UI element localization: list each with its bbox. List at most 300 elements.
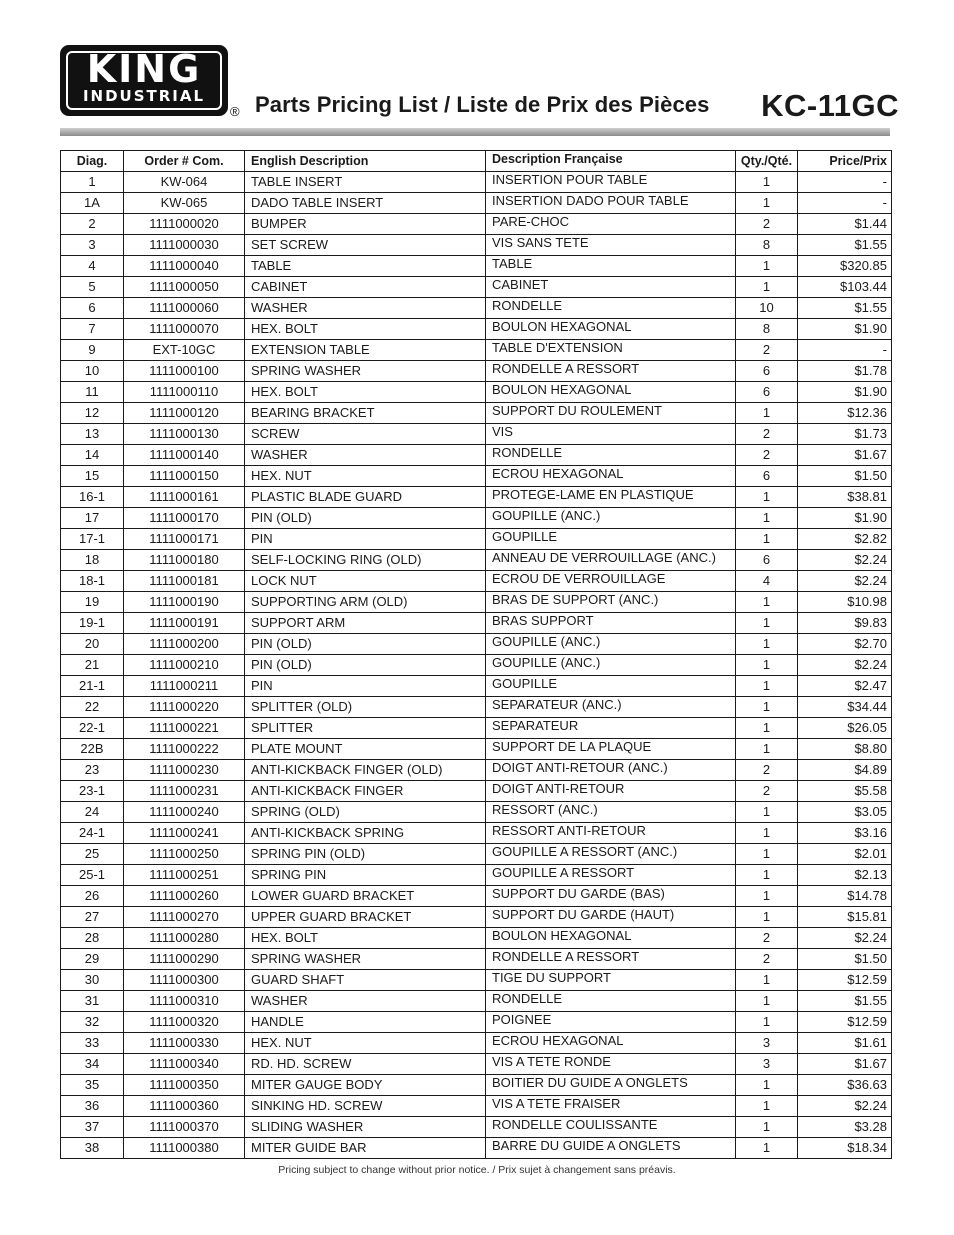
page-title: Parts Pricing List / Liste de Prix des Pièces [255, 92, 710, 117]
cell-french-description: DOIGT ANTI-RETOUR (ANC.) [486, 760, 736, 781]
cell-diag: 24 [61, 802, 124, 823]
cell-order-number: 1111000251 [124, 865, 245, 886]
table-row [61, 487, 892, 508]
cell-diag: 2 [61, 214, 124, 235]
logo-subtitle: INDUSTRIAL [82, 87, 206, 105]
cell-order-number: 1111000241 [124, 823, 245, 844]
cell-order-number: 1111000231 [124, 781, 245, 802]
table-row [61, 361, 892, 382]
table-row [61, 445, 892, 466]
cell-qty: 1 [736, 487, 798, 508]
cell-english-description: RD. HD. SCREW [245, 1054, 486, 1075]
cell-english-description: WASHER [245, 991, 486, 1012]
cell-qty: 1 [736, 277, 798, 298]
cell-qty: 1 [736, 529, 798, 550]
cell-qty: 6 [736, 466, 798, 487]
cell-qty: 4 [736, 571, 798, 592]
cell-english-description: SUPPORT ARM [245, 613, 486, 634]
column-header-price: Price/Prix [798, 151, 892, 172]
cell-price: $12.59 [798, 1012, 892, 1033]
cell-french-description: SEPARATEUR (ANC.) [486, 697, 736, 718]
table-row [61, 613, 892, 634]
cell-diag: 10 [61, 361, 124, 382]
cell-price: $1.90 [798, 382, 892, 403]
cell-order-number: 1111000200 [124, 634, 245, 655]
cell-diag: 20 [61, 634, 124, 655]
cell-french-description: BARRE DU GUIDE A ONGLETS [486, 1138, 736, 1159]
table-row [61, 298, 892, 319]
cell-price: $8.80 [798, 739, 892, 760]
cell-order-number: 1111000120 [124, 403, 245, 424]
cell-price: $103.44 [798, 277, 892, 298]
cell-order-number: 1111000130 [124, 424, 245, 445]
table-row [61, 214, 892, 235]
cell-price: $2.24 [798, 550, 892, 571]
cell-english-description: PLATE MOUNT [245, 739, 486, 760]
table-row [61, 697, 892, 718]
cell-diag: 1 [61, 172, 124, 193]
cell-french-description: GOUPILLE A RESSORT [486, 865, 736, 886]
table-row [61, 844, 892, 865]
cell-diag: 3 [61, 235, 124, 256]
cell-price: $36.63 [798, 1075, 892, 1096]
cell-english-description: HEX. NUT [245, 466, 486, 487]
cell-price: - [798, 172, 892, 193]
table-row [61, 508, 892, 529]
cell-qty: 3 [736, 1054, 798, 1075]
table-row [61, 1033, 892, 1054]
cell-order-number: 1111000030 [124, 235, 245, 256]
table-header-row [61, 151, 892, 172]
cell-order-number: 1111000110 [124, 382, 245, 403]
cell-price: $1.90 [798, 508, 892, 529]
cell-order-number: 1111000211 [124, 676, 245, 697]
table-row [61, 1054, 892, 1075]
cell-price: $2.24 [798, 571, 892, 592]
cell-qty: 1 [736, 865, 798, 886]
cell-price: $34.44 [798, 697, 892, 718]
logo-wordmark: KING [86, 47, 202, 91]
cell-english-description: SCREW [245, 424, 486, 445]
cell-order-number: 1111000020 [124, 214, 245, 235]
cell-english-description: SPRING PIN [245, 865, 486, 886]
cell-english-description: DADO TABLE INSERT [245, 193, 486, 214]
cell-price: $10.98 [798, 592, 892, 613]
cell-order-number: 1111000350 [124, 1075, 245, 1096]
cell-price: $2.01 [798, 844, 892, 865]
cell-price: $1.78 [798, 361, 892, 382]
cell-qty: 1 [736, 1012, 798, 1033]
cell-diag: 7 [61, 319, 124, 340]
cell-order-number: 1111000222 [124, 739, 245, 760]
cell-diag: 33 [61, 1033, 124, 1054]
cell-qty: 1 [736, 802, 798, 823]
cell-order-number: 1111000360 [124, 1096, 245, 1117]
cell-french-description: SEPARATEUR [486, 718, 736, 739]
cell-order-number: 1111000171 [124, 529, 245, 550]
parts-table-body [61, 172, 892, 1159]
cell-qty: 1 [736, 991, 798, 1012]
cell-english-description: BUMPER [245, 214, 486, 235]
cell-qty: 1 [736, 613, 798, 634]
cell-order-number: 1111000210 [124, 655, 245, 676]
cell-qty: 10 [736, 298, 798, 319]
cell-diag: 22B [61, 739, 124, 760]
table-row [61, 256, 892, 277]
cell-english-description: SPRING (OLD) [245, 802, 486, 823]
cell-order-number: 1111000060 [124, 298, 245, 319]
cell-diag: 23 [61, 760, 124, 781]
cell-price: $9.83 [798, 613, 892, 634]
table-row [61, 655, 892, 676]
cell-order-number: 1111000270 [124, 907, 245, 928]
table-row [61, 319, 892, 340]
table-row [61, 1117, 892, 1138]
cell-french-description: RONDELLE [486, 298, 736, 319]
cell-qty: 1 [736, 739, 798, 760]
cell-order-number: 1111000330 [124, 1033, 245, 1054]
cell-order-number: 1111000260 [124, 886, 245, 907]
cell-french-description: SUPPORT DU ROULEMENT [486, 403, 736, 424]
cell-diag: 1A [61, 193, 124, 214]
cell-french-description: CABINET [486, 277, 736, 298]
cell-order-number: 1111000180 [124, 550, 245, 571]
table-row [61, 781, 892, 802]
cell-english-description: SPLITTER [245, 718, 486, 739]
cell-order-number: 1111000040 [124, 256, 245, 277]
table-row [61, 235, 892, 256]
table-row [61, 1096, 892, 1117]
cell-diag: 24-1 [61, 823, 124, 844]
table-row [61, 970, 892, 991]
cell-price: $1.55 [798, 298, 892, 319]
cell-qty: 1 [736, 634, 798, 655]
cell-diag: 37 [61, 1117, 124, 1138]
cell-french-description: ECROU HEXAGONAL [486, 1033, 736, 1054]
cell-qty: 1 [736, 1075, 798, 1096]
cell-english-description: SPRING WASHER [245, 949, 486, 970]
cell-price: $1.55 [798, 235, 892, 256]
cell-price: $2.70 [798, 634, 892, 655]
cell-order-number: 1111000290 [124, 949, 245, 970]
cell-english-description: LOWER GUARD BRACKET [245, 886, 486, 907]
cell-qty: 2 [736, 340, 798, 361]
cell-price: $1.50 [798, 949, 892, 970]
cell-qty: 1 [736, 886, 798, 907]
cell-diag: 27 [61, 907, 124, 928]
cell-english-description: SUPPORTING ARM (OLD) [245, 592, 486, 613]
cell-diag: 35 [61, 1075, 124, 1096]
table-row [61, 277, 892, 298]
cell-order-number: 1111000100 [124, 361, 245, 382]
cell-qty: 2 [736, 928, 798, 949]
parts-table [60, 150, 892, 1159]
cell-diag: 21 [61, 655, 124, 676]
cell-diag: 12 [61, 403, 124, 424]
cell-diag: 30 [61, 970, 124, 991]
cell-english-description: SET SCREW [245, 235, 486, 256]
cell-price: $2.24 [798, 928, 892, 949]
cell-order-number: KW-065 [124, 193, 245, 214]
table-row [61, 1075, 892, 1096]
cell-order-number: 1111000221 [124, 718, 245, 739]
cell-english-description: WASHER [245, 298, 486, 319]
table-row [61, 193, 892, 214]
table-row [61, 340, 892, 361]
cell-english-description: HEX. BOLT [245, 928, 486, 949]
table-row [61, 760, 892, 781]
cell-price: $1.90 [798, 319, 892, 340]
cell-english-description: HEX. BOLT [245, 382, 486, 403]
cell-english-description: SPRING WASHER [245, 361, 486, 382]
table-row [61, 802, 892, 823]
cell-qty: 6 [736, 382, 798, 403]
cell-english-description: UPPER GUARD BRACKET [245, 907, 486, 928]
cell-price: $1.55 [798, 991, 892, 1012]
cell-english-description: TABLE INSERT [245, 172, 486, 193]
cell-qty: 1 [736, 1096, 798, 1117]
table-row [61, 1012, 892, 1033]
cell-qty: 8 [736, 235, 798, 256]
table-row [61, 424, 892, 445]
cell-french-description: RONDELLE [486, 445, 736, 466]
cell-english-description: HEX. NUT [245, 1033, 486, 1054]
cell-english-description: HEX. BOLT [245, 319, 486, 340]
cell-price: $1.50 [798, 466, 892, 487]
cell-diag: 25-1 [61, 865, 124, 886]
pricing-disclaimer: Pricing subject to change without prior notice. / Prix sujet à changement sans préavis. [278, 1164, 676, 1176]
column-header-order: Order # Com. [124, 151, 245, 172]
cell-english-description: ANTI-KICKBACK SPRING [245, 823, 486, 844]
cell-qty: 1 [736, 592, 798, 613]
cell-french-description: SUPPORT DE LA PLAQUE [486, 739, 736, 760]
table-row [61, 928, 892, 949]
cell-english-description: WASHER [245, 445, 486, 466]
cell-order-number: 1111000370 [124, 1117, 245, 1138]
cell-french-description: INSERTION DADO POUR TABLE [486, 193, 736, 214]
cell-order-number: 1111000150 [124, 466, 245, 487]
cell-qty: 1 [736, 823, 798, 844]
cell-french-description: VIS A TETE RONDE [486, 1054, 736, 1075]
cell-english-description: LOCK NUT [245, 571, 486, 592]
cell-french-description: BOITIER DU GUIDE A ONGLETS [486, 1075, 736, 1096]
cell-diag: 19 [61, 592, 124, 613]
cell-diag: 22-1 [61, 718, 124, 739]
cell-french-description: TABLE [486, 256, 736, 277]
cell-diag: 6 [61, 298, 124, 319]
cell-price: $18.34 [798, 1138, 892, 1159]
cell-order-number: 1111000340 [124, 1054, 245, 1075]
cell-french-description: BRAS DE SUPPORT (ANC.) [486, 592, 736, 613]
cell-french-description: RESSORT ANTI-RETOUR [486, 823, 736, 844]
cell-french-description: RONDELLE COULISSANTE [486, 1117, 736, 1138]
cell-english-description: SELF-LOCKING RING (OLD) [245, 550, 486, 571]
cell-qty: 1 [736, 907, 798, 928]
cell-qty: 1 [736, 172, 798, 193]
table-row [61, 907, 892, 928]
cell-french-description: SUPPORT DU GARDE (HAUT) [486, 907, 736, 928]
table-row [61, 1138, 892, 1159]
cell-french-description: POIGNEE [486, 1012, 736, 1033]
table-row [61, 865, 892, 886]
table-row [61, 571, 892, 592]
cell-diag: 23-1 [61, 781, 124, 802]
cell-french-description: BRAS SUPPORT [486, 613, 736, 634]
cell-french-description: BOULON HEXAGONAL [486, 319, 736, 340]
cell-diag: 31 [61, 991, 124, 1012]
cell-qty: 1 [736, 676, 798, 697]
cell-english-description: PIN [245, 676, 486, 697]
cell-order-number: 1111000191 [124, 613, 245, 634]
cell-diag: 18 [61, 550, 124, 571]
table-row [61, 676, 892, 697]
cell-english-description: MITER GAUGE BODY [245, 1075, 486, 1096]
cell-qty: 6 [736, 550, 798, 571]
cell-diag: 22 [61, 697, 124, 718]
cell-diag: 16-1 [61, 487, 124, 508]
cell-qty: 2 [736, 949, 798, 970]
cell-english-description: PIN [245, 529, 486, 550]
table-row [61, 529, 892, 550]
cell-qty: 2 [736, 760, 798, 781]
cell-french-description: GOUPILLE [486, 676, 736, 697]
table-row [61, 172, 892, 193]
cell-diag: 29 [61, 949, 124, 970]
cell-qty: 1 [736, 1117, 798, 1138]
cell-english-description: PIN (OLD) [245, 655, 486, 676]
column-header-english: English Description [245, 151, 486, 172]
cell-french-description: RONDELLE A RESSORT [486, 949, 736, 970]
cell-french-description: VIS A TETE FRAISER [486, 1096, 736, 1117]
cell-diag: 18-1 [61, 571, 124, 592]
cell-qty: 2 [736, 781, 798, 802]
cell-qty: 1 [736, 970, 798, 991]
cell-price: $1.44 [798, 214, 892, 235]
cell-price: $2.13 [798, 865, 892, 886]
cell-price: $320.85 [798, 256, 892, 277]
column-header-french: Description Française [486, 151, 736, 172]
cell-french-description: ANNEAU DE VERROUILLAGE (ANC.) [486, 550, 736, 571]
cell-diag: 17-1 [61, 529, 124, 550]
table-row [61, 949, 892, 970]
cell-french-description: INSERTION POUR TABLE [486, 172, 736, 193]
cell-french-description: BOULON HEXAGONAL [486, 382, 736, 403]
cell-price: $15.81 [798, 907, 892, 928]
cell-order-number: 1111000170 [124, 508, 245, 529]
cell-english-description: BEARING BRACKET [245, 403, 486, 424]
table-row [61, 592, 892, 613]
cell-order-number: 1111000320 [124, 1012, 245, 1033]
column-header-diag: Diag. [61, 151, 124, 172]
cell-english-description: PIN (OLD) [245, 634, 486, 655]
cell-diag: 5 [61, 277, 124, 298]
cell-english-description: SPRING PIN (OLD) [245, 844, 486, 865]
cell-price: $26.05 [798, 718, 892, 739]
cell-french-description: TABLE D'EXTENSION [486, 340, 736, 361]
table-row [61, 382, 892, 403]
cell-qty: 1 [736, 256, 798, 277]
cell-order-number: 1111000190 [124, 592, 245, 613]
column-header-qty: Qty./Qté. [736, 151, 798, 172]
cell-order-number: EXT-10GC [124, 340, 245, 361]
cell-french-description: VIS SANS TETE [486, 235, 736, 256]
cell-price: $1.73 [798, 424, 892, 445]
cell-price: $2.24 [798, 655, 892, 676]
cell-price: $5.58 [798, 781, 892, 802]
cell-english-description: ANTI-KICKBACK FINGER (OLD) [245, 760, 486, 781]
cell-order-number: 1111000300 [124, 970, 245, 991]
cell-diag: 36 [61, 1096, 124, 1117]
model-number: KC-11GC [761, 88, 899, 123]
cell-qty: 8 [736, 319, 798, 340]
table-row [61, 550, 892, 571]
cell-english-description: SINKING HD. SCREW [245, 1096, 486, 1117]
cell-diag: 25 [61, 844, 124, 865]
cell-english-description: TABLE [245, 256, 486, 277]
cell-french-description: GOUPILLE A RESSORT (ANC.) [486, 844, 736, 865]
cell-order-number: 1111000220 [124, 697, 245, 718]
cell-diag: 38 [61, 1138, 124, 1159]
cell-price: $12.59 [798, 970, 892, 991]
cell-english-description: SLIDING WASHER [245, 1117, 486, 1138]
cell-qty: 1 [736, 1138, 798, 1159]
cell-french-description: GOUPILLE [486, 529, 736, 550]
table-row [61, 886, 892, 907]
cell-qty: 3 [736, 1033, 798, 1054]
king-industrial-logo [60, 45, 228, 116]
cell-price: $3.16 [798, 823, 892, 844]
cell-english-description: PLASTIC BLADE GUARD [245, 487, 486, 508]
cell-diag: 13 [61, 424, 124, 445]
cell-order-number: 1111000240 [124, 802, 245, 823]
cell-qty: 1 [736, 655, 798, 676]
table-row [61, 823, 892, 844]
cell-price: $1.67 [798, 1054, 892, 1075]
cell-qty: 2 [736, 214, 798, 235]
cell-price: $4.89 [798, 760, 892, 781]
cell-diag: 4 [61, 256, 124, 277]
cell-diag: 19-1 [61, 613, 124, 634]
cell-qty: 2 [736, 445, 798, 466]
cell-order-number: KW-064 [124, 172, 245, 193]
cell-price: $3.28 [798, 1117, 892, 1138]
cell-french-description: RONDELLE A RESSORT [486, 361, 736, 382]
cell-french-description: BOULON HEXAGONAL [486, 928, 736, 949]
cell-diag: 17 [61, 508, 124, 529]
header-divider [60, 128, 890, 136]
cell-diag: 11 [61, 382, 124, 403]
cell-diag: 34 [61, 1054, 124, 1075]
cell-english-description: HANDLE [245, 1012, 486, 1033]
cell-qty: 1 [736, 403, 798, 424]
cell-price: $38.81 [798, 487, 892, 508]
table-row [61, 991, 892, 1012]
table-row [61, 718, 892, 739]
cell-order-number: 1111000181 [124, 571, 245, 592]
cell-french-description: GOUPILLE (ANC.) [486, 634, 736, 655]
cell-price: - [798, 193, 892, 214]
cell-order-number: 1111000250 [124, 844, 245, 865]
cell-diag: 28 [61, 928, 124, 949]
table-row [61, 739, 892, 760]
cell-qty: 2 [736, 424, 798, 445]
cell-french-description: VIS [486, 424, 736, 445]
table-row [61, 466, 892, 487]
table-row [61, 634, 892, 655]
cell-order-number: 1111000310 [124, 991, 245, 1012]
cell-english-description: SPLITTER (OLD) [245, 697, 486, 718]
table-row [61, 403, 892, 424]
